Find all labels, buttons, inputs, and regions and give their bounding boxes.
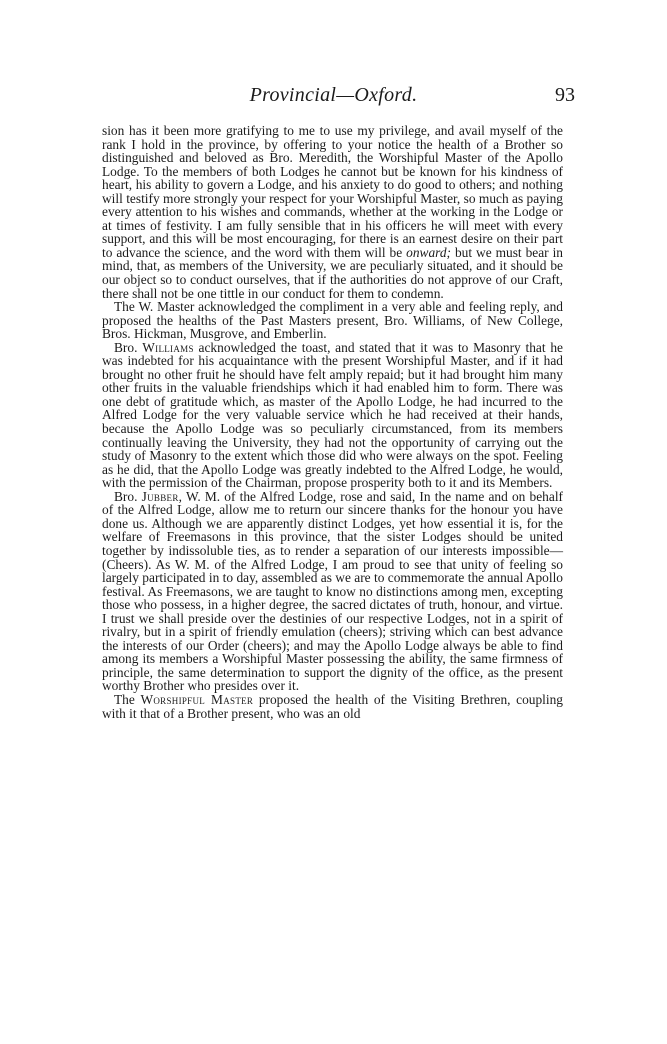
paragraph-text: acknowledged the toast, and stated that it was to Masonry that he was indebted for his acquaintance with the present Worshipful Master, and if it had brought no other fruit he should have felt amply repaid; but it had brought him many other fruits in the valuable friendships which it had enabled him to form. There was one debt of gratitude which, as master of the Apollo Lodge, he had incurred to the Alfred Lodge for the very valuable service which he had received at their hands, because the Apollo Lodge was so peculiarly circumstanced, from its members continually leaving the University, they had not the opportunity of carrying out the study of Masonry to the extent which those did who were always on the spot. Feeling as he did, that the Apollo Lodge was greatly indebted to the Alfred Lodge, he would, with the permission of the Chairman, propose prosperity both to it and its Members. (102, 339, 564, 491)
paragraph-text: sion has it been more gratifying to me to use my privilege, and avail myself of the rank I hold in the province, by offering to your notice the health of a Brother so distinguished and beloved as Bro. Meredith, the Worshipful Master of the Apollo Lodge. To the members of both Lodges he cannot but be known for his kindness of heart, his ability to govern a Lodge, and his anxiety to do good to others; and nothing will testify more strongly your respect for your Worshipful Master, so much as paying every attention to his wishes and commands, whether at the working in the Lodge or at times of festivity. I am fully sensible that in his officers he will meet with every support, and this will be most encouraging, for there is an earnest desire on their part to advance the science, and the word with them will be (102, 123, 563, 260)
paragraph (102, 300, 563, 341)
emphasis-text: onward; (406, 244, 452, 260)
paragraph-text: Bro. (114, 488, 142, 504)
page-number: 93 (555, 84, 575, 106)
speaker-name: Jubber (141, 488, 179, 504)
speaker-name: Williams (142, 339, 194, 355)
paragraph (102, 693, 563, 720)
paragraph-text: The W. Master acknowledged the compliment in a very able and feeling reply, and proposed the healths of the Past Masters present, Bro. Williams, of New College, Bros. Hickman, Musgrove, and Emberlin. (102, 299, 563, 342)
running-head (0, 84, 667, 114)
paragraph (102, 341, 563, 490)
paragraph-text: Bro. (114, 339, 143, 355)
running-title: Provincial—Oxford. (249, 84, 418, 106)
paragraph (102, 490, 563, 693)
body-text (102, 124, 563, 720)
paragraph-text: The (114, 691, 141, 707)
paragraph-text: but we must bear in mind, that, as members of the University, we are peculiarly situated, and it should be our object so to conduct ourselves, that if the authorities do not approve of our Craft, there shall not be one tittle in our conduct for them to condemn. (102, 244, 563, 301)
paragraph (102, 124, 563, 300)
paragraph-text: proposed the health of the Visiting Brethren, coupling with it that of a Brother present, who was an old (102, 691, 563, 721)
paragraph-text: , W. M. of the Alfred Lodge, rose and said, In the name and on behalf of the Alfred Lodge, allow me to return our sincere thanks for the honour you have done us. Although we are apparently distinct Lodges, yet how essential it is, for the welfare of Freemasons in this province, that the sister Lodges should be united together by indissoluble ties, as to render a separation of our interests impossible—(Cheers). As W. M. of the Alfred Lodge, I am proud to see that unity of feeling so largely participated in to day, assembled as we are to commemorate the annual Apollo festival. As Freemasons, we are taught to know no distinctions among men, excepting those who possess, in a higher degree, the sacred dictates of truth, honour, and virtue. I trust we shall preside over the destinies of our respective Lodges, not in a spirit of rivalry, but in a spirit of friendly emulation (cheers); striving which can best advance the interests of our Order (cheers); and may the Apollo Lodge always be able to find among its members a Worshipful Master possessing the ability, the same firmness of principle, the same determination to support the dignity of the office, as the present worthy Brother who presides over it. (102, 488, 563, 694)
speaker-name: Worshipful Master (140, 691, 254, 707)
